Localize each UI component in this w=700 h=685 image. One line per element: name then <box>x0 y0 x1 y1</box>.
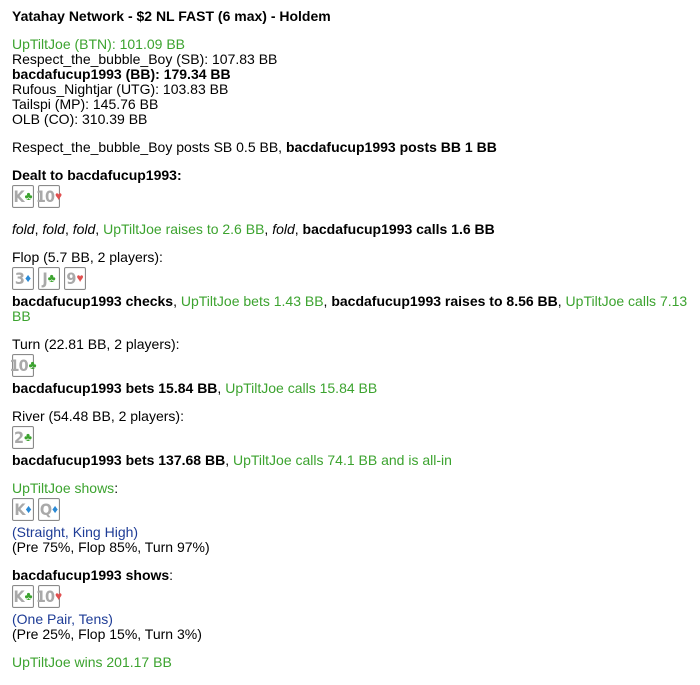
playing-card <box>38 267 60 290</box>
shows-label: UpTiltJoe shows <box>12 480 115 496</box>
separator: , <box>323 293 332 309</box>
playing-card <box>12 498 34 521</box>
hearts-icon: ♥ <box>54 189 63 203</box>
river-actions <box>12 453 688 468</box>
playing-card <box>12 585 34 608</box>
card-rank: 3 <box>14 269 24 288</box>
clubs-icon: ♣ <box>24 189 33 203</box>
players-list <box>12 37 688 127</box>
separator: , <box>294 221 303 237</box>
player-line: OLB (CO): 310.39 BB <box>12 111 148 127</box>
fold-action: fold <box>72 221 96 237</box>
raise-action: UpTiltJoe raises to 2.6 BB <box>103 221 265 237</box>
separator: , <box>217 380 226 396</box>
diamonds-icon: ♦ <box>52 502 59 516</box>
playing-card <box>12 426 34 449</box>
blinds-line <box>12 140 688 155</box>
clubs-icon: ♣ <box>47 271 56 285</box>
fold-action: fold <box>42 221 65 237</box>
clubs-icon: ♣ <box>24 589 33 603</box>
equity-line: (Pre 25%, Flop 15%, Turn 3%) <box>12 626 202 642</box>
equity-line: (Pre 75%, Flop 85%, Turn 97%) <box>12 539 210 555</box>
card-rank: 10 <box>9 356 28 375</box>
preflop-actions <box>12 222 688 237</box>
flop-header: Flop (5.7 BB, 2 players): <box>12 249 163 265</box>
hole-cards <box>12 185 688 208</box>
card-rank: J <box>42 269 47 288</box>
river-cards <box>12 426 688 449</box>
card-rank: 2 <box>14 428 24 447</box>
separator: , <box>64 221 73 237</box>
showdown-villain <box>12 481 688 496</box>
card-rank: 10 <box>35 587 54 606</box>
separator: , <box>173 293 181 309</box>
bet-action: bacdafucup1993 bets 137.68 BB <box>12 452 226 468</box>
shows-label: bacdafucup1993 shows <box>12 567 170 583</box>
bet-action: UpTiltJoe bets 1.43 BB <box>180 293 324 309</box>
hearts-icon: ♥ <box>54 589 63 603</box>
clubs-icon: ♣ <box>24 430 32 444</box>
playing-card <box>35 585 63 608</box>
playing-card <box>12 267 34 290</box>
separator: , <box>95 221 104 237</box>
player-line: Respect_the_bubble_Boy (SB): 107.83 BB <box>12 51 278 67</box>
call-action: bacdafucup1993 calls 1.6 BB <box>302 221 495 237</box>
turn-header: Turn (22.81 BB, 2 players): <box>12 336 180 352</box>
sb-post: Respect_the_bubble_Boy posts SB 0.5 BB, <box>12 139 286 155</box>
call-action: UpTiltJoe calls 74.1 BB and is all-in <box>233 452 452 468</box>
call-action: UpTiltJoe calls 15.84 BB <box>225 380 378 396</box>
card-rank: K <box>13 587 24 606</box>
check-action: bacdafucup1993 checks <box>12 293 174 309</box>
playing-card <box>64 267 86 290</box>
river-header: River (54.48 BB, 2 players): <box>12 408 184 424</box>
turn-cards <box>9 354 688 377</box>
separator: : <box>114 480 119 496</box>
hand-description: (One Pair, Tens) <box>12 611 113 627</box>
playing-card <box>35 185 63 208</box>
dealt-label: Dealt to bacdafucup1993: <box>12 167 182 183</box>
fold-action: fold <box>272 221 295 237</box>
villain-cards <box>12 498 688 521</box>
hand-description: (Straight, King High) <box>12 524 139 540</box>
card-rank: K <box>13 187 24 206</box>
bb-post: bacdafucup1993 posts BB 1 BB <box>285 139 497 155</box>
clubs-icon: ♣ <box>28 358 37 372</box>
result-line: UpTiltJoe wins 201.17 BB <box>12 654 172 670</box>
call-action: UpTiltJoe calls 7.13 BB <box>12 293 688 324</box>
card-rank: Q <box>39 500 52 519</box>
separator: : <box>169 567 174 583</box>
flop-cards <box>12 267 688 290</box>
turn-actions <box>12 381 688 396</box>
separator: , <box>264 221 273 237</box>
fold-action: fold <box>12 221 35 237</box>
separator: , <box>34 221 43 237</box>
separator: , <box>225 452 233 468</box>
card-rank: K <box>14 500 25 519</box>
showdown-hero <box>12 568 688 583</box>
card-rank: 9 <box>66 269 76 288</box>
hearts-icon: ♥ <box>76 271 84 285</box>
playing-card <box>12 185 34 208</box>
separator: , <box>557 293 566 309</box>
playing-card <box>38 498 60 521</box>
player-line: Tailspi (MP): 145.76 BB <box>12 96 159 112</box>
player-line: UpTiltJoe (BTN): 101.09 BB <box>12 36 185 52</box>
diamonds-icon: ♦ <box>24 271 32 285</box>
player-line: bacdafucup1993 (BB): 179.34 BB <box>12 66 231 82</box>
diamonds-icon: ♦ <box>25 502 32 516</box>
raise-action: bacdafucup1993 raises to 8.56 BB <box>331 293 558 309</box>
bet-action: bacdafucup1993 bets 15.84 BB <box>12 380 218 396</box>
flop-actions <box>12 294 692 324</box>
card-rank: 10 <box>35 187 54 206</box>
player-line: Rufous_Nightjar (UTG): 103.83 BB <box>12 81 229 97</box>
playing-card <box>9 354 37 377</box>
hero-cards <box>12 585 688 608</box>
page-title: Yatahay Network - $2 NL FAST (6 max) - Holdem <box>12 8 331 24</box>
